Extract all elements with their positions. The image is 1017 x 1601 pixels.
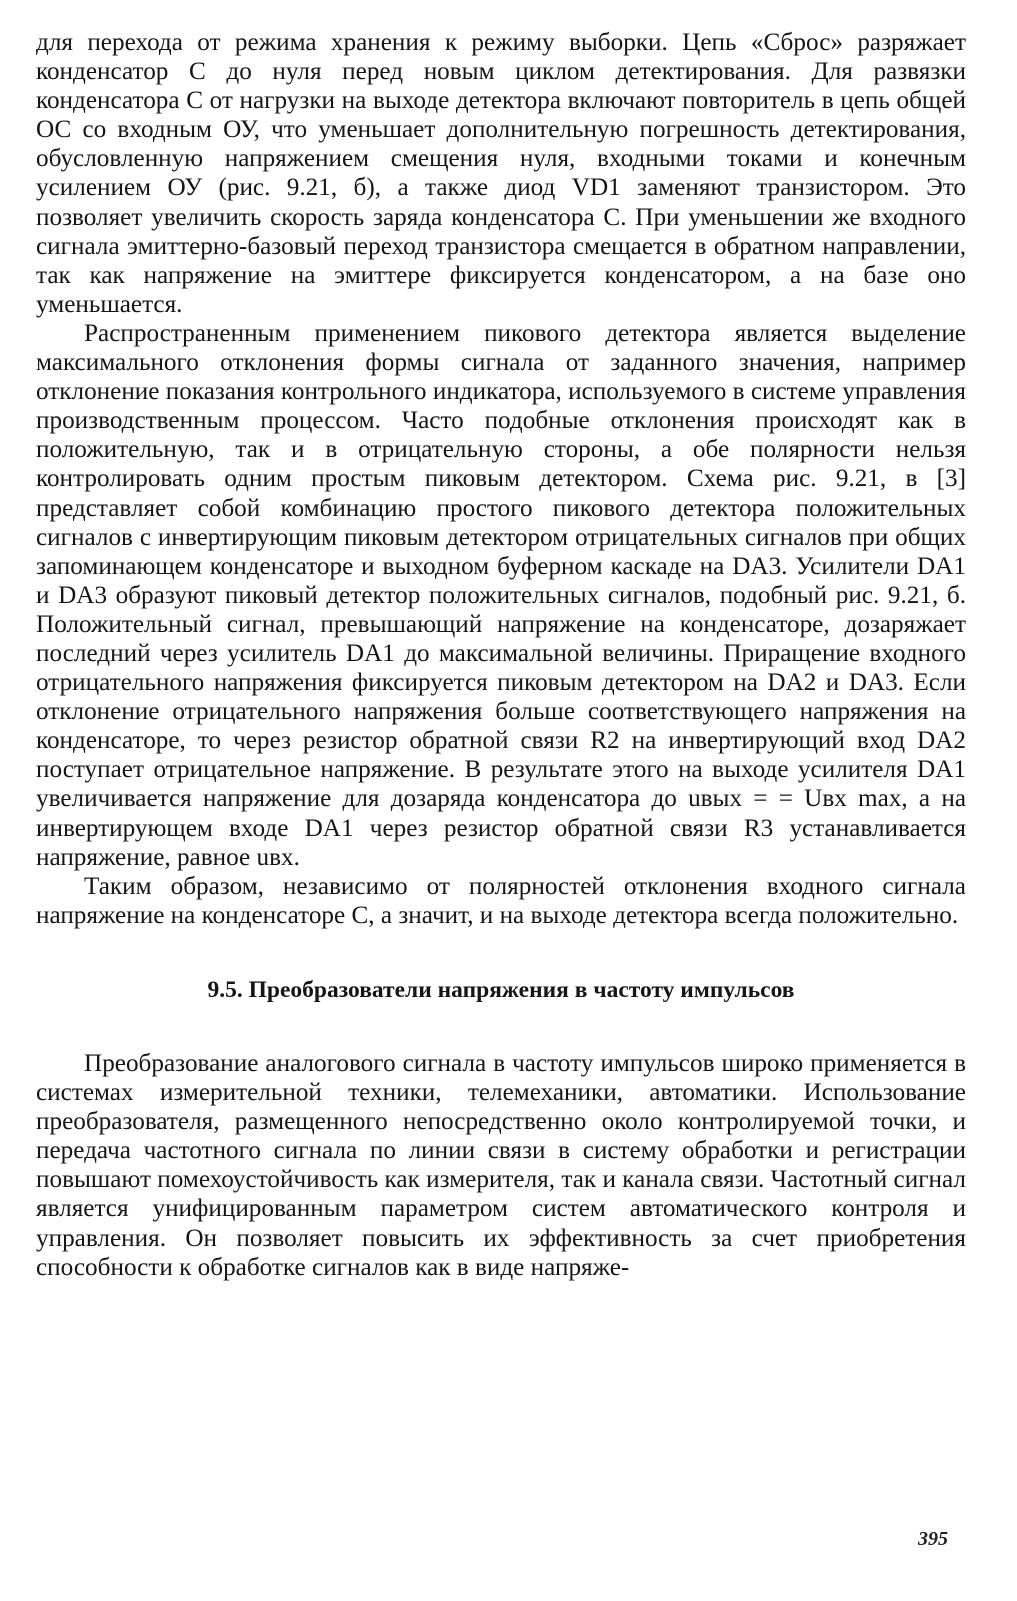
paragraph-1: для перехода от режима хранения к режиму выборки. Цепь «Сброс» разряжает конденсатор C до нуля перед новым циклом детектирования. Для развязки конденсатора C от нагрузки на выходе детектора включают повторитель в цепь общей ОС со входным ОУ, что уменьшает дополнительную погрешность детектирования, обусловленную напряжением смещения нуля, входными токами и конечным усилением ОУ (рис. 9.21, б), а также диод VD1 заменяют транзистором. Это позволяет увеличить скорость заряда конденсатора C. При уменьшении же входного сигнала эмиттерно-базовый переход транзистора смещается в обратном направлении, так как напряжение на эмиттере фиксируется конденсатором, а на базе оно уменьшается. [36,29,966,318]
page-number: 395 [918,1528,948,1550]
paragraph-4: Преобразование аналогового сигнала в частоту импульсов широко применяется в системах измерительной техники, телемеханики, автоматики. Использование преобразователя, размещенного непосредственно около контролируемой точки, и передача частотного сигнала по линии связи в систему обработки и регистрации повышают помехоустойчивость как измерителя, так и канала связи. Частотный сигнал является унифицированным параметром систем автоматического контроля и управления. Он позволяет повысить их эффективность за счет приобретения способности к обработке сигналов как в виде напряже- [36,1050,966,1281]
section-heading: 9.5. Преобразователи напряжения в частоту импульсов [207,976,795,1003]
paragraph-2: Распространенным применением пикового детектора является выделение максимального отклонения формы сигнала от заданного значения, например отклонение показания контрольного индикатора, используемого в системе управления производственным процессом. Часто подобные отклонения происходят как в положительную, так и в отрицательную стороны, а обе полярности нельзя контролировать одним простым пиковым детектором. Схема рис. 9.21, в [3] представляет собой комбинацию простого пикового детектора положительных сигналов с инвертирующим пиковым детектором отрицательных сигналов при общих запоминающем конденсаторе и выходном буферном каскаде на DA3. Усилители DA1 и DA3 образуют пиковый детектор положительных сигналов, подобный рис. 9.21, б. Положительный сигнал, превышающий напряжение на конденсаторе, дозаряжает последний через усилитель DA1 до максимальной величины. Приращение входного отрицательного напряжения фиксируется пиковым детектором на DA2 и DA3. Если отклонение отрицательного напряжения больше соответствующего напряжения на конденсаторе, то через резистор обратной связи R2 на инвертирующий вход DA2 поступает отрицательное напряжение. В результате этого на выходе усилителя DA1 увеличивается напряжение для дозаряда конденсатора до uвых = = Uвх max, а на инвертирующем входе DA1 через резистор обратной связи R3 устанавливается напряжение, равное uвх. [36,319,966,871]
paragraph-3: Таким образом, независимо от полярностей отклонения входного сигнала напряжение на конденсаторе C, а значит, и на выходе детектора всегда положительно. [36,872,966,929]
page-body [36,28,966,1282]
